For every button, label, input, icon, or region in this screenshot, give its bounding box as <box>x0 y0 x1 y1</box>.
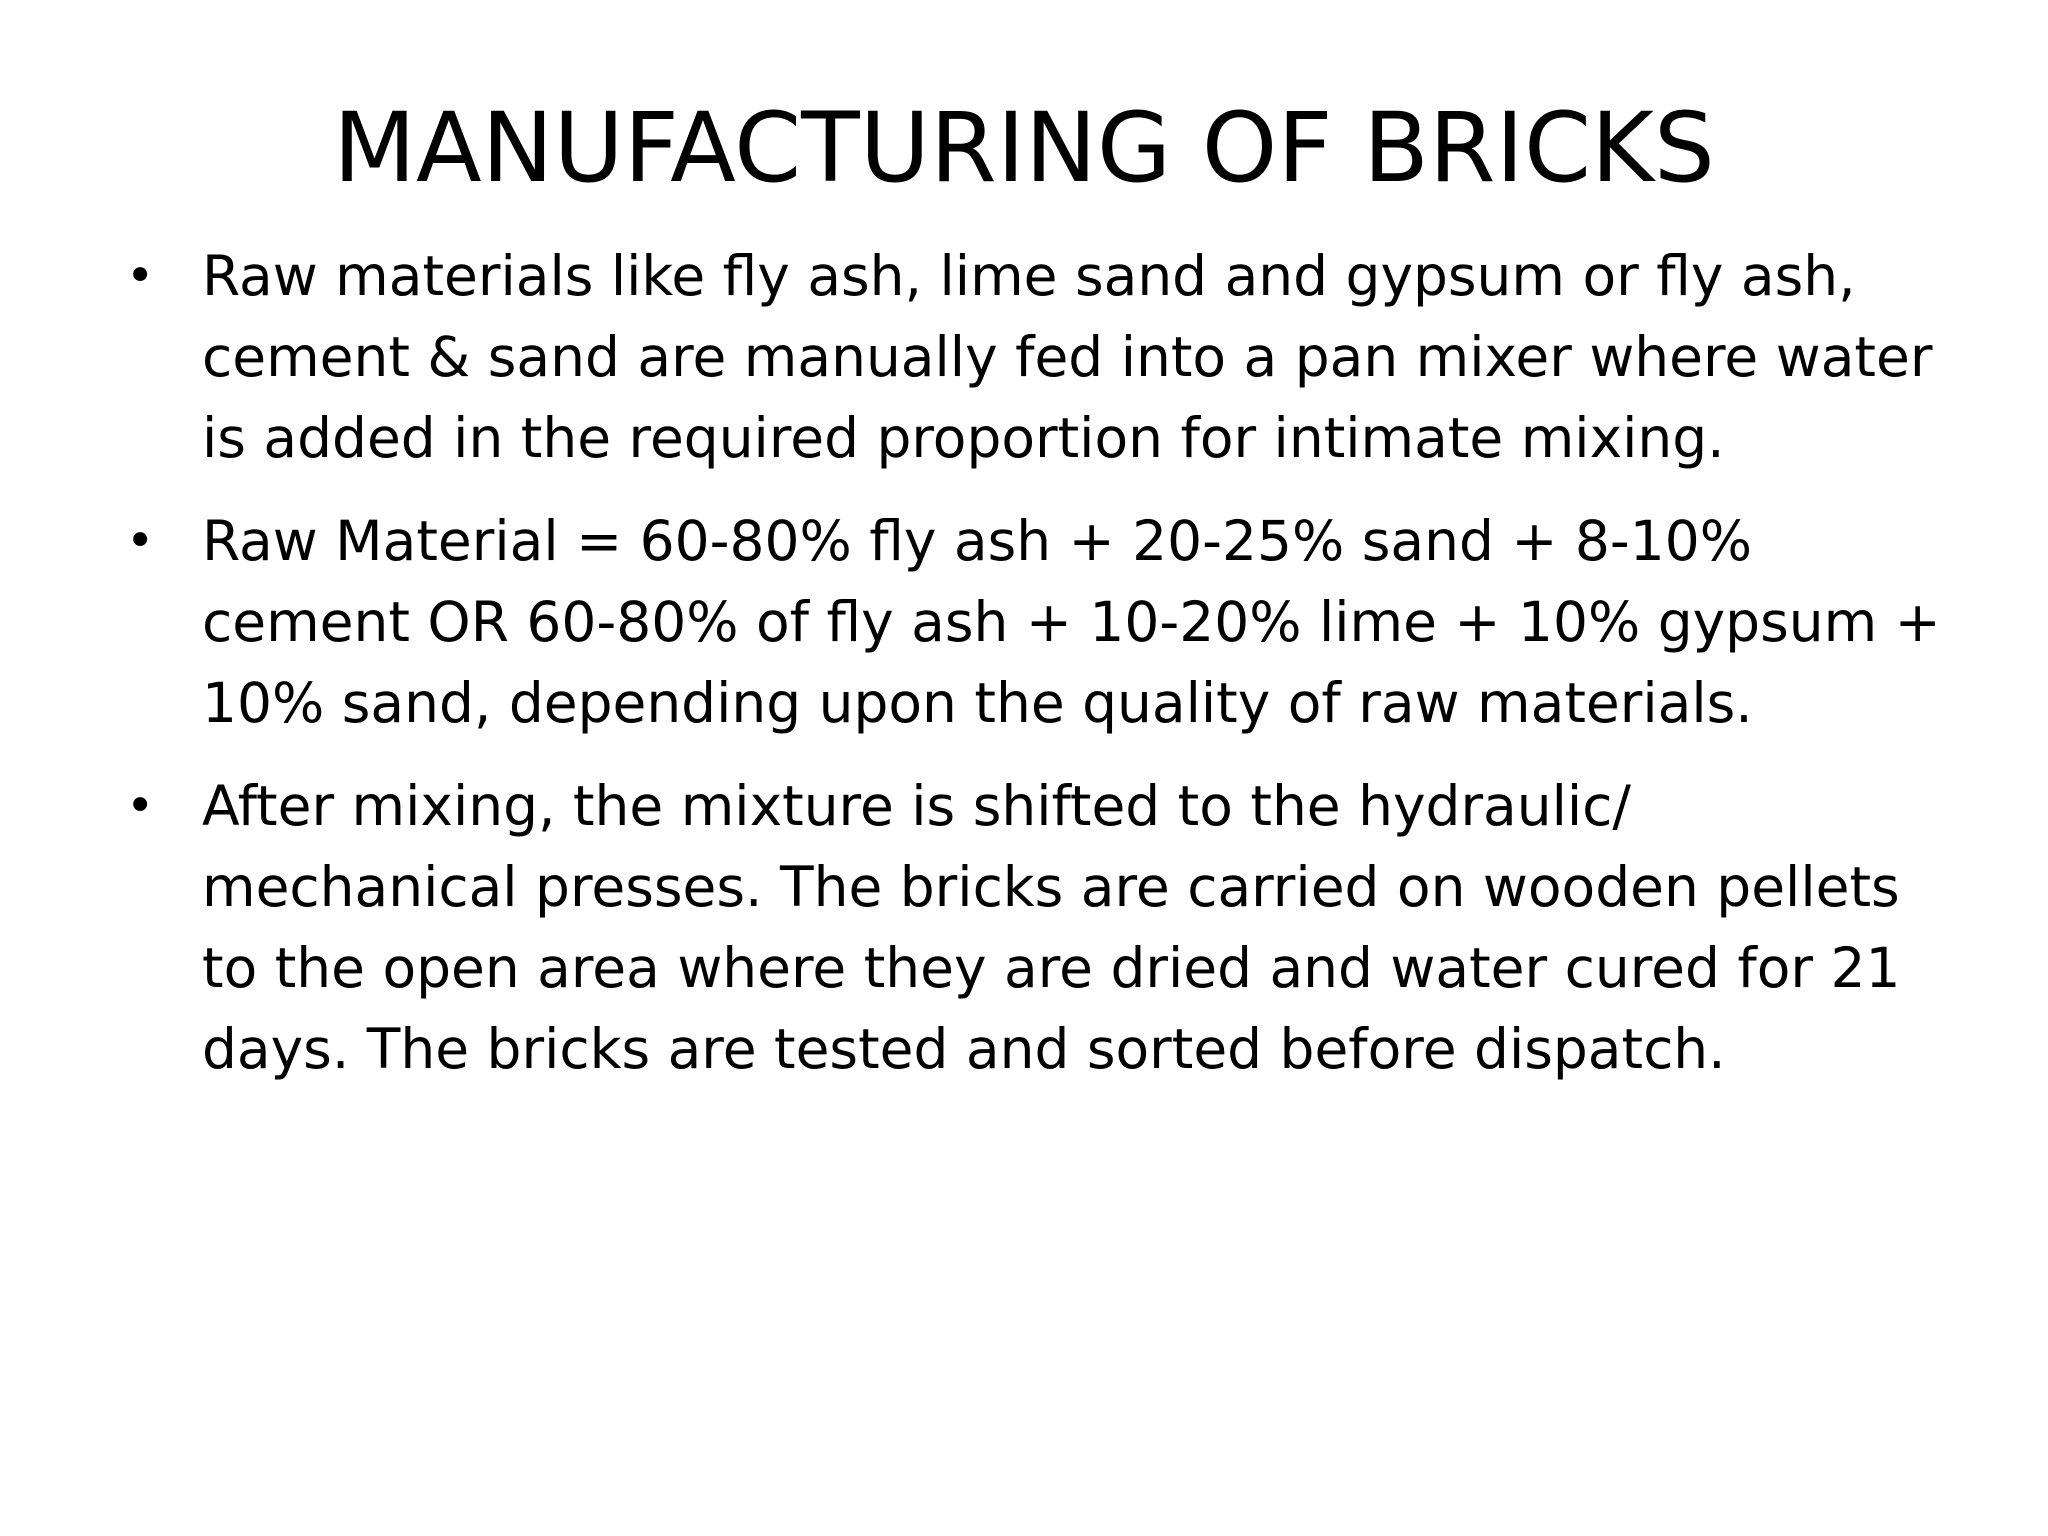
bullet-list <box>126 236 1956 1112</box>
bullet-icon: • <box>126 248 155 304</box>
bullet-text-1: Raw materials like fly ash, lime sand and gypsum or fly ash, cement & sand are manually fed into a pan mixer where water is added in the required proportion for intimate mixing. <box>202 244 1933 470</box>
bullet-text-3: After mixing, the mixture is shifted to the hydraulic/ mechanical presses. The bricks are carried on wooden pellets to the open area where they are dried and water cured for 21 days. The bricks are tested and sorted before dispatch. <box>202 774 1901 1081</box>
bullet-icon: • <box>126 778 155 834</box>
slide-title: MANUFACTURING OF BRICKS <box>333 92 1715 204</box>
bullet-item-1 <box>126 236 1956 479</box>
bullet-item-3 <box>126 766 1956 1090</box>
bullet-item-2 <box>126 501 1956 744</box>
bullet-icon: • <box>126 513 155 569</box>
bullet-text-2: Raw Material = 60-80% fly ash + 20-25% sand + 8-10% cement OR 60-80% of fly ash + 10-20% lime + 10% gypsum + 10% sand, depending upon the quality of raw materials. <box>202 509 1941 735</box>
